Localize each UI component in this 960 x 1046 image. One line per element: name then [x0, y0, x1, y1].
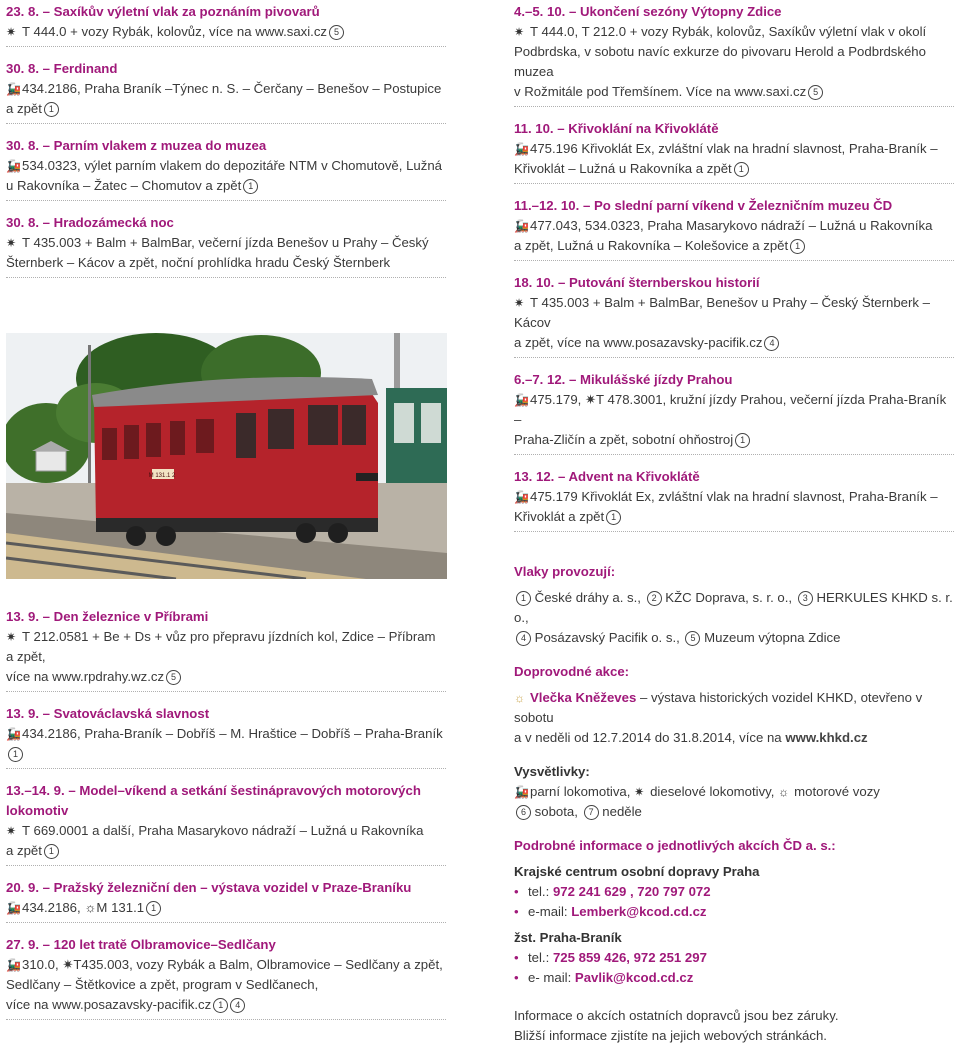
- event-detail-text: T 444.0 + vozy Rybák, kolovůz, více na www.saxi.cz: [22, 24, 328, 39]
- event-detail-line: [514, 333, 954, 353]
- operator-badge: 4: [764, 336, 779, 351]
- center-mail: [514, 902, 954, 922]
- event-detail-text: v Rožmitále pod Třemšínem. Více na www.saxi.cz: [514, 84, 807, 99]
- operator-badge: 5: [329, 25, 344, 40]
- center-tel-value[interactable]: 972 241 629 , 720 797 072: [552, 884, 711, 899]
- right-column: [514, 2, 954, 1043]
- event-item: [514, 2, 954, 107]
- event-detail-text: 310.0, ✷T435.003, vozy Rybák a Balm, Olbramovice – Sedlčany a zpět,: [22, 957, 443, 972]
- event-name: Parním vlakem z muzea do muzea: [53, 138, 267, 153]
- event-date: 13.–14. 9.: [6, 783, 65, 798]
- event-detail-text: T 435.003 + Balm + BalmBar, Benešov u Prahy – Český Šternberk – Kácov: [514, 295, 930, 330]
- operator-kzc: KŽC Doprava, s. r. o.,: [665, 590, 793, 605]
- event-item: [6, 607, 446, 692]
- left-column: [6, 2, 446, 290]
- badge-3: 3: [798, 591, 813, 606]
- operator-badge: 1: [790, 239, 805, 254]
- side-event-text: – výstava historických vozidel KHKD, otevřeno v sobotu: [514, 690, 923, 725]
- event-name: Ukončení sezóny Výtopny Zdice: [580, 4, 782, 19]
- event-name: Putování šternberskou historií: [569, 275, 760, 290]
- event-title: [6, 607, 446, 627]
- event-detail-line: [6, 99, 446, 119]
- steam-locomotive-icon: 🚂: [6, 901, 21, 915]
- event-detail-line: [6, 841, 446, 861]
- event-date: 11.–12. 10.: [514, 198, 580, 213]
- event-detail-line: [514, 390, 954, 430]
- diesel-icon: ✷: [514, 25, 525, 39]
- event-name: 120 let tratě Olbramovice–Sedlčany: [53, 937, 276, 952]
- event-detail-text: a zpět, Lužná u Rakovníka – Kolešovice a zpět: [514, 238, 789, 253]
- event-detail-text: Praha-Zličín a zpět, sobotní ohňostroj: [514, 432, 734, 447]
- event-date: 18. 10.: [514, 275, 555, 290]
- event-detail-line: [514, 430, 954, 450]
- event-divider: [6, 200, 446, 201]
- event-list-bottom: [6, 607, 446, 1020]
- title-dash: –: [39, 706, 54, 721]
- event-item: [6, 213, 446, 278]
- event-detail-line: [6, 22, 446, 42]
- event-detail-line: [514, 216, 954, 236]
- event-title: [6, 781, 446, 821]
- operator-badge: 1: [243, 179, 258, 194]
- event-title: [514, 196, 954, 216]
- legend-line-1: [514, 782, 954, 802]
- event-detail-text: Křivoklát – Lužná u Rakovníka a zpět: [514, 161, 732, 176]
- operator-badge: 5: [166, 670, 181, 685]
- event-item: [6, 878, 446, 923]
- event-detail-line: [6, 156, 446, 176]
- khkd-link[interactable]: www.khkd.cz: [785, 730, 868, 745]
- badge-2: 2: [647, 591, 662, 606]
- event-detail-text: Podbrdska, v sobotu navíc exkurze do pivovaru Herold a Podbrdského muzea: [514, 44, 926, 79]
- event-divider: [514, 357, 954, 358]
- operator-cd: České dráhy a. s.,: [534, 590, 641, 605]
- info-station: žst. Praha-Braník: [514, 930, 622, 945]
- event-detail-text: Sedlčany – Štětkovice a zpět, program v Sedlčanech,: [6, 977, 319, 992]
- side-event-name: Vlečka Kněževes: [530, 690, 637, 705]
- event-title: [514, 370, 954, 390]
- info-block: [514, 562, 954, 1046]
- station-mail-value[interactable]: Pavlik@kcod.cd.cz: [574, 970, 694, 985]
- operator-badge: 1: [8, 747, 23, 762]
- badge-7: 7: [584, 805, 599, 820]
- event-detail-text: T 435.003 + Balm + BalmBar, večerní jízda Benešov u Prahy – Český: [22, 235, 429, 250]
- left-column-bottom: [6, 607, 446, 1032]
- event-detail-line: [6, 955, 446, 975]
- event-title: [514, 467, 954, 487]
- event-list-top: [6, 2, 446, 278]
- steam-locomotive-icon: 🚂: [514, 142, 529, 156]
- event-divider: [6, 46, 446, 47]
- side-event-text-2: a v neděli od 12.7.2014 do 31.8.2014, více na: [514, 730, 782, 745]
- event-detail-line: [514, 507, 954, 527]
- legend-line-2: [514, 802, 954, 822]
- operator-badge: 1: [44, 102, 59, 117]
- operator-herkules: HERKULES KHKD s. r. o.,: [514, 590, 953, 625]
- event-divider: [6, 123, 446, 124]
- title-dash: –: [553, 121, 569, 136]
- event-detail-line: [514, 487, 954, 507]
- badge-1: 1: [516, 591, 531, 606]
- event-detail-text: u Rakovníka – Žatec – Chomutov a zpět: [6, 178, 242, 193]
- steam-locomotive-icon: 🚂: [514, 785, 529, 799]
- event-detail-text: T 669.0001 a další, Praha Masarykovo nádraží – Lužná u Rakovníka: [22, 823, 424, 838]
- station-tel-value[interactable]: 725 859 426, 972 251 297: [552, 950, 707, 965]
- diesel-icon: ✷: [634, 785, 645, 799]
- event-title: [514, 119, 954, 139]
- motor-car-icon: ☼: [514, 691, 525, 705]
- station-tel: [514, 948, 954, 968]
- operator-badge: 1: [735, 433, 750, 448]
- steam-locomotive-icon: 🚂: [514, 393, 529, 407]
- steam-locomotive-icon: 🚂: [6, 958, 21, 972]
- event-divider: [6, 922, 446, 923]
- info-center: Krajské centrum osobní dopravy Praha: [514, 864, 760, 879]
- title-dash: –: [565, 372, 580, 387]
- event-detail-line: [6, 627, 446, 667]
- diesel-icon: ✷: [6, 824, 17, 838]
- mail2-label: e- mail:: [528, 970, 572, 985]
- photo-plate: M 131.1 2: [148, 473, 176, 479]
- event-name: Den železnice v Příbrami: [53, 609, 209, 624]
- steam-locomotive-icon: 🚂: [6, 159, 21, 173]
- event-detail-line: [6, 667, 446, 687]
- title-dash: –: [39, 609, 54, 624]
- event-detail-line: [6, 176, 446, 196]
- event-divider: [514, 106, 954, 107]
- legend-steam: parní lokomotiva,: [530, 784, 631, 799]
- event-title: [6, 878, 446, 898]
- event-detail-text: Křivoklát a zpět: [514, 509, 605, 524]
- event-title: [514, 273, 954, 293]
- operator-badge: 1: [44, 844, 59, 859]
- operator-zdice: Muzeum výtopna Zdice: [704, 630, 841, 645]
- operator-badge: 1: [606, 510, 621, 525]
- event-date: 13. 9.: [6, 706, 39, 721]
- operator-badge: 5: [808, 85, 823, 100]
- operator-badge: 1: [213, 998, 228, 1013]
- badge-5: 5: [685, 631, 700, 646]
- event-title: [6, 59, 446, 79]
- event-name: Advent na Křivoklátě: [568, 469, 700, 484]
- badge-4: 4: [516, 631, 531, 646]
- event-name: Ferdinand: [53, 61, 118, 76]
- event-detail-line: [514, 293, 954, 333]
- event-item: [6, 781, 446, 866]
- operators-line-1: [514, 588, 954, 628]
- train-photo: [6, 333, 447, 579]
- event-date: 30. 8.: [6, 138, 39, 153]
- event-name: Svatováclavská slavnost: [53, 706, 210, 721]
- legend-diesel: dieselové lokomotivy,: [650, 784, 775, 799]
- event-detail-text: Šternberk – Kácov a zpět, noční prohlídka hradu Český Šternberk: [6, 255, 391, 270]
- center-mail-value[interactable]: Lemberk@kcod.cd.cz: [571, 904, 707, 919]
- event-name: Model–víkend a setkání šestinápravových motorových lokomotiv: [6, 783, 421, 818]
- event-divider: [514, 183, 954, 184]
- side-events-heading: Doprovodné akce:: [514, 664, 630, 679]
- event-name: Křivoklání na Křivoklátě: [568, 121, 719, 136]
- event-detail-line: [514, 82, 954, 102]
- legend-motor: motorové vozy: [794, 784, 880, 799]
- info-heading: Podrobné informace o jednotlivých akcích ČD a. s.:: [514, 838, 836, 853]
- event-detail-line: [6, 898, 446, 918]
- event-detail-line: [6, 975, 446, 995]
- badge-6: 6: [516, 805, 531, 820]
- operators-line-2: [514, 628, 954, 648]
- event-item: [514, 196, 954, 261]
- footer-line-1: Informace o akcích ostatních dopravců jsou bez záruky.: [514, 1008, 839, 1023]
- event-item: [6, 2, 446, 47]
- steam-locomotive-icon: 🚂: [6, 82, 21, 96]
- event-item: [6, 136, 446, 201]
- event-date: 11. 10.: [514, 121, 554, 136]
- title-dash: –: [39, 880, 54, 895]
- event-detail-text: 475.179, ✷T 478.3001, kružní jízdy Prahou, večerní jízda Praha-Braník –: [514, 392, 947, 427]
- center-contacts: [514, 882, 954, 922]
- event-date: 13. 9.: [6, 609, 39, 624]
- event-item: [514, 370, 954, 455]
- event-detail-text: 475.179 Křivoklát Ex, zvláštní vlak na hradní slavnost, Praha-Braník –: [530, 489, 938, 504]
- title-dash: –: [554, 275, 570, 290]
- event-detail-text: více na www.rpdrahy.wz.cz: [6, 669, 165, 684]
- tel-label: tel.:: [528, 884, 550, 899]
- event-name: Hradozámecká noc: [53, 215, 174, 230]
- event-list-right: [514, 2, 954, 532]
- event-detail-line: [6, 821, 446, 841]
- event-detail-text: 477.043, 534.0323, Praha Masarykovo nádraží – Lužná u Rakovníka: [530, 218, 933, 233]
- side-event: [514, 688, 954, 748]
- event-detail-line: [514, 42, 954, 82]
- event-date: 30. 8.: [6, 215, 39, 230]
- event-date: 30. 8.: [6, 61, 39, 76]
- operator-pacifik: Posázavský Pacifik o. s.,: [534, 630, 680, 645]
- steam-locomotive-icon: 🚂: [6, 727, 21, 741]
- event-title: [6, 136, 446, 156]
- event-date: 4.–5. 10.: [514, 4, 566, 19]
- station-contacts: [514, 948, 954, 988]
- event-detail-line: [6, 995, 446, 1015]
- event-detail-text: 434.2186, ☼M 131.1: [22, 900, 145, 915]
- footer-line-2: Bližší informace zjistíte na jejich webových stránkách.: [514, 1028, 827, 1043]
- title-dash: –: [39, 215, 54, 230]
- event-item: [514, 467, 954, 532]
- diesel-icon: ✷: [6, 630, 17, 644]
- operator-badge: 1: [146, 901, 161, 916]
- event-detail-text: 434.2186, Praha Braník –Týnec n. S. – Čerčany – Benešov – Postupice: [22, 81, 442, 96]
- event-title: [6, 213, 446, 233]
- operator-badge: 4: [230, 998, 245, 1013]
- event-divider: [514, 260, 954, 261]
- event-name: Po slední parní víkend v Železničním muzeu ČD: [593, 198, 893, 213]
- event-divider: [6, 768, 446, 769]
- title-dash: –: [579, 198, 594, 213]
- steam-locomotive-icon: 🚂: [514, 219, 529, 233]
- title-dash: –: [39, 937, 54, 952]
- event-detail-text: T 212.0581 + Be + Ds + vůz pro přepravu jízdních kol, Zdice – Příbram a zpět,: [6, 629, 436, 664]
- tel2-label: tel.:: [528, 950, 550, 965]
- event-detail-text: a zpět: [6, 101, 42, 116]
- event-divider: [514, 531, 954, 532]
- title-dash: –: [39, 61, 54, 76]
- event-detail-text: T 444.0, T 212.0 + vozy Rybák, kolovůz, Saxíkův výletní vlak v okolí: [530, 24, 927, 39]
- station-mail: [514, 968, 954, 988]
- event-divider: [6, 865, 446, 866]
- mail-label: e-mail:: [528, 904, 568, 919]
- event-name: Pražský železniční den – výstava vozidel v Praze-Braníku: [53, 880, 412, 895]
- center-tel: [514, 882, 954, 902]
- event-detail-text: 475.196 Křivoklát Ex, zvláštní vlak na hradní slavnost, Praha-Braník –: [530, 141, 938, 156]
- event-divider: [514, 454, 954, 455]
- event-detail-line: [6, 79, 446, 99]
- diesel-icon: ✷: [514, 296, 525, 310]
- event-detail-line: [6, 724, 446, 764]
- legend-heading: Vysvětlivky:: [514, 764, 590, 779]
- title-dash: –: [39, 138, 54, 153]
- title-dash: –: [554, 469, 569, 484]
- diesel-icon: ✷: [6, 25, 17, 39]
- event-detail-line: [6, 253, 446, 273]
- operators-heading: Vlaky provozují:: [514, 564, 616, 579]
- event-date: 6.–7. 12.: [514, 372, 566, 387]
- event-detail-line: [514, 236, 954, 256]
- event-detail-line: [6, 233, 446, 253]
- event-title: [514, 2, 954, 22]
- diesel-icon: ✷: [6, 236, 17, 250]
- event-date: 23. 8.: [6, 4, 39, 19]
- operator-badge: 1: [734, 162, 749, 177]
- event-detail-line: [514, 139, 954, 159]
- title-dash: –: [565, 4, 580, 19]
- event-item: [514, 273, 954, 358]
- event-detail-text: 534.0323, výlet parním vlakem do depozitáře NTM v Chomutově, Lužná: [22, 158, 443, 173]
- event-divider: [6, 1019, 446, 1020]
- event-detail-text: více na www.posazavsky-pacifik.cz: [6, 997, 212, 1012]
- event-detail-text: 434.2186, Praha-Braník – Dobříš – M. Hraštice – Dobříš – Praha-Braník: [22, 726, 443, 741]
- event-detail-line: [514, 159, 954, 179]
- event-detail-text: a zpět: [6, 843, 42, 858]
- event-detail-text: a zpět, více na www.posazavsky-pacifik.cz: [514, 335, 763, 350]
- event-title: [6, 704, 446, 724]
- event-name: Mikulášské jízdy Prahou: [580, 372, 733, 387]
- steam-locomotive-icon: 🚂: [514, 490, 529, 504]
- title-dash: –: [64, 783, 80, 798]
- event-item: [6, 59, 446, 124]
- event-item: [6, 704, 446, 769]
- motor-car-icon: ☼: [778, 785, 790, 799]
- event-detail-line: [514, 22, 954, 42]
- event-item: [6, 935, 446, 1020]
- event-date: 27. 9.: [6, 937, 39, 952]
- event-date: 20. 9.: [6, 880, 39, 895]
- event-divider: [6, 691, 446, 692]
- event-title: [6, 2, 446, 22]
- footer-note: [514, 1006, 954, 1046]
- event-date: 13. 12.: [514, 469, 555, 484]
- event-title: [6, 935, 446, 955]
- event-item: [514, 119, 954, 184]
- title-dash: –: [39, 4, 54, 19]
- legend-saturday: sobota,: [534, 804, 578, 819]
- legend-sunday: neděle: [602, 804, 642, 819]
- event-name: Saxíkův výletní vlak za poznáním pivovarů: [53, 4, 320, 19]
- event-divider: [6, 277, 446, 278]
